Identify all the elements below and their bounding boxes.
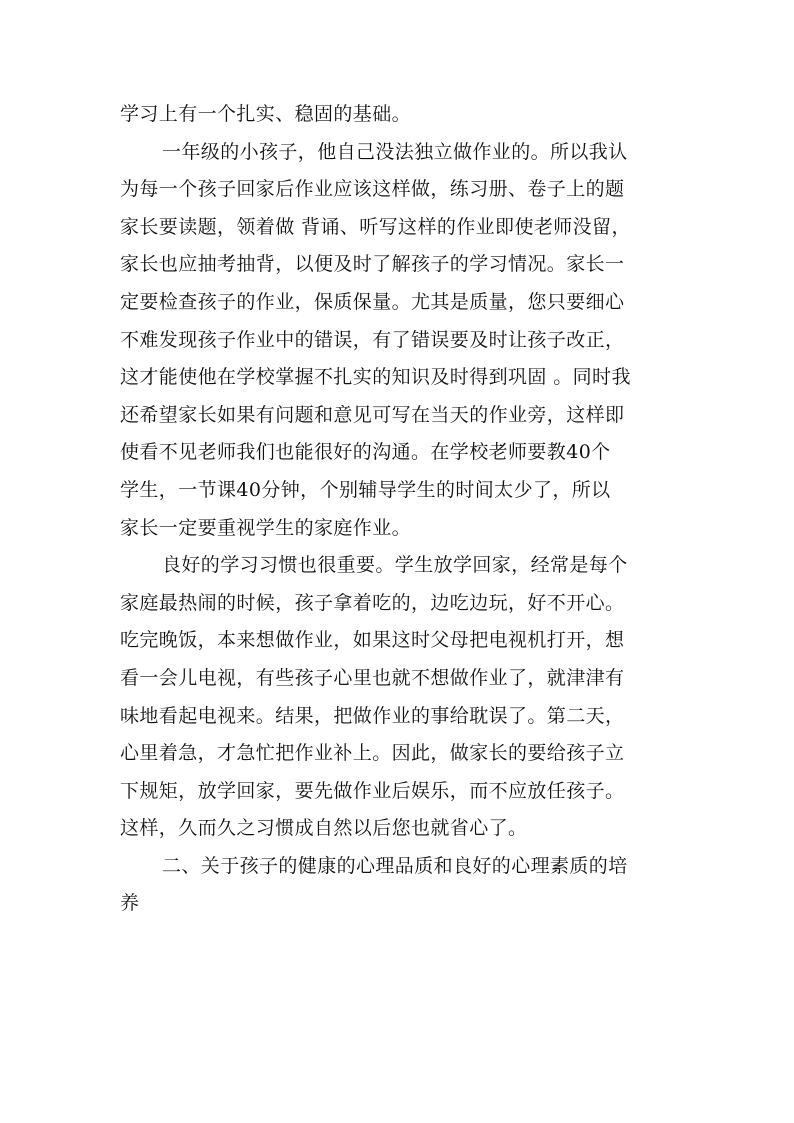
text-line: 心里着急，才急忙把作业补上。因此，做家长的要给孩子立 <box>120 742 625 765</box>
text-line: 不难发现孩子作业中的错误，有了错误要及时让孩子改正， <box>120 328 625 351</box>
text-line: 家长一定要重视学生的家庭作业。 <box>120 516 412 539</box>
text-line: 还希望家长如果有问题和意见可写在当天的作业旁，这样即 <box>120 403 625 426</box>
text-line: 看一会儿电视，有些孩子心里也就不想做作业了，就津津有 <box>120 666 625 689</box>
text-line: 这样，久而久之习惯成自然以后您也就省心了。 <box>120 817 528 840</box>
paragraph-2 <box>120 134 690 548</box>
text-line: 这才能使他在学校掌握不扎实的知识及时得到巩固 。同时我 <box>120 366 631 389</box>
text-line: 味地看起电视来。结果，把做作业的事给耽误了。第二天， <box>120 704 625 727</box>
text-line: 定要检查孩子的作业，保质保量。尤其是质量，您只要细心 <box>120 290 625 313</box>
paragraph-4-heading <box>120 848 690 923</box>
text-line: 学习上有一个扎实、稳固的基础。 <box>120 103 412 125</box>
text-line: 学生，一节课40分钟，个别辅导学生的时间太少了，所以 <box>120 478 611 501</box>
paragraph-1 <box>120 96 690 134</box>
text-line: 家长也应抽考抽背，以便及时了解孩子的学习情况。家长一 <box>120 253 625 276</box>
paragraph-3 <box>120 547 690 848</box>
text-line: 使看不见老师我们也能很好的沟通。在学校老师要教40个 <box>120 441 611 464</box>
text-line: 家长要读题，领着做 背诵、听写这样的作业即使老师没留， <box>120 215 631 238</box>
section-heading-line: 二、关于孩子的健康的心理品质和良好的心理素质的培 <box>162 854 628 877</box>
text-line: 为每一个孩子回家后作业应该这样做，练习册、卷子上的题 <box>120 178 625 201</box>
section-heading-line: 养 <box>120 892 140 915</box>
document-body <box>120 96 690 923</box>
text-line: 下规矩，放学回家，要先做作业后娱乐，而不应放任孩子。 <box>120 779 625 802</box>
text-line: 吃完晚饭，本来想做作业，如果这时父母把电视机打开，想 <box>120 629 625 652</box>
text-line: 家庭最热闹的时候，孩子拿着吃的，边吃边玩，好不开心。 <box>120 591 625 614</box>
text-line: 良好的学习习惯也很重要。学生放学回家，经常是每个 <box>162 554 628 577</box>
text-line: 一年级的小孩子，他自己没法独立做作业的。所以我认 <box>162 140 628 163</box>
